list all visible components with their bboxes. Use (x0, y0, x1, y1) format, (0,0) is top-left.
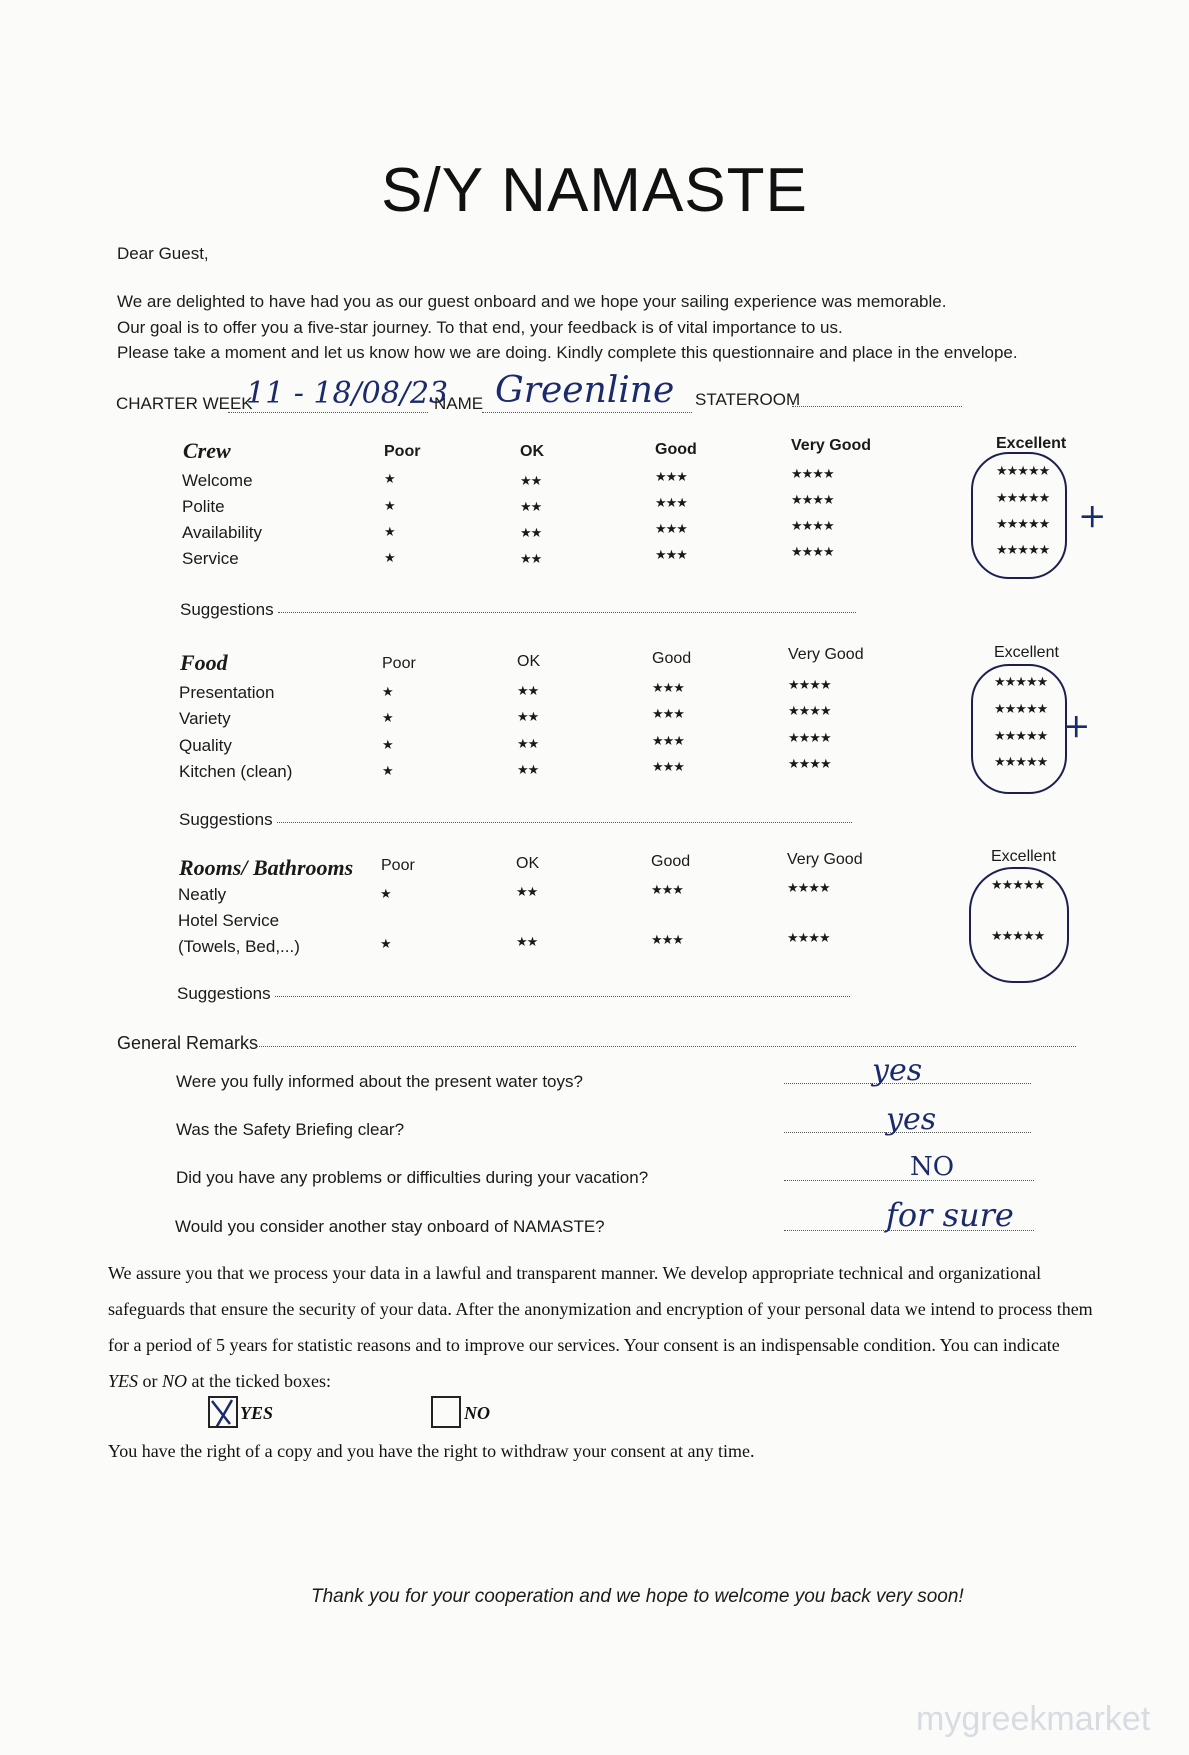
excellent-circle-mark (971, 664, 1067, 794)
page-title: S/Y NAMASTE (381, 156, 808, 225)
consent-yes-label: YES (240, 1403, 274, 1423)
star-rating-3[interactable]: ★★★ (652, 680, 684, 695)
rooms-row-towels: (Towels, Bed,...) (178, 937, 300, 956)
name-value[interactable]: Greenline (495, 370, 675, 411)
col-very-good: Very Good (787, 851, 863, 868)
question-safety-briefing: Was the Safety Briefing clear? (176, 1120, 405, 1139)
crew-row-service: Service (182, 549, 239, 568)
yes-word: YES (108, 1371, 139, 1391)
star-rating-2[interactable]: ★★ (516, 884, 538, 899)
crew-row-welcome: Welcome (182, 471, 253, 490)
star-rating-1[interactable]: ★ (380, 886, 391, 901)
general-remarks-label: General Remarks (117, 1033, 259, 1053)
consent-no-checkbox[interactable] (431, 1396, 461, 1428)
star-rating-5[interactable]: ★★★★★ (996, 463, 1050, 478)
crew-row-polite: Polite (182, 497, 225, 516)
suggestions-line[interactable] (278, 612, 856, 613)
no-word: NO (162, 1371, 188, 1391)
charter-week-value[interactable]: 11 - 18/08/23 (246, 376, 449, 411)
privacy-line: We assure you that we process your data in a lawful and transparent manner. We develop appropriate technical and organizational (108, 1263, 1042, 1283)
star-rating-1[interactable]: ★ (382, 710, 393, 725)
star-rating-2[interactable]: ★★ (517, 709, 539, 724)
col-ok: OK (516, 855, 540, 872)
star-rating-2[interactable]: ★★ (520, 473, 542, 488)
star-rating-4[interactable]: ★★★★ (791, 544, 834, 559)
intro-line: Please take a moment and let us know how we are doing. Kindly complete this questionnaire and place in the envelope. (117, 343, 1018, 362)
answer-safety-briefing: yes (886, 1102, 937, 1137)
star-rating-4[interactable]: ★★★★ (791, 466, 834, 481)
plus-mark: + (1062, 706, 1091, 746)
section-title-crew: Crew (183, 438, 231, 463)
col-poor: Poor (382, 655, 416, 672)
consent-yes-checkbox[interactable] (208, 1396, 238, 1428)
thank-you-text: Thank you for your cooperation and we hope to welcome you back very soon! (311, 1586, 964, 1607)
section-title-rooms: Rooms/ Bathrooms (179, 855, 354, 880)
suggestions-label: Suggestions (177, 984, 271, 1003)
star-rating-1[interactable]: ★ (382, 684, 393, 699)
intro-line: Our goal is to offer you a five-star journey. To that end, your feedback is of vital importance to us. (117, 318, 843, 337)
star-rating-3[interactable]: ★★★ (655, 495, 687, 510)
star-rating-2[interactable]: ★★ (520, 551, 542, 566)
star-rating-4[interactable]: ★★★★ (788, 730, 831, 745)
col-excellent: Excellent (991, 848, 1056, 865)
watermark-logo: mygreekmarket (916, 1700, 1151, 1738)
star-rating-1[interactable]: ★ (382, 763, 393, 778)
star-rating-4[interactable]: ★★★★ (788, 677, 831, 692)
name-label: NAME (434, 394, 484, 413)
answer-line[interactable] (784, 1180, 1034, 1181)
plus-mark: + (1078, 496, 1107, 536)
star-rating-4[interactable]: ★★★★ (787, 880, 830, 895)
star-rating-4[interactable]: ★★★★ (788, 756, 831, 771)
star-rating-4[interactable]: ★★★★ (787, 930, 830, 945)
star-rating-4[interactable]: ★★★★ (791, 518, 834, 533)
star-rating-5[interactable]: ★★★★★ (994, 701, 1048, 716)
star-rating-3[interactable]: ★★★ (652, 706, 684, 721)
star-rating-3[interactable]: ★★★ (652, 733, 684, 748)
rooms-row-neatly: Neatly (178, 885, 227, 904)
star-rating-3[interactable]: ★★★ (655, 521, 687, 536)
consent-no-label: NO (464, 1403, 490, 1423)
suggestions-label: Suggestions (180, 600, 274, 619)
food-row-kitchen: Kitchen (clean) (179, 762, 293, 781)
question-water-toys: Were you fully informed about the present water toys? (176, 1072, 583, 1091)
col-ok: OK (520, 443, 544, 460)
suggestions-line[interactable] (277, 822, 852, 823)
star-rating-2[interactable]: ★★ (520, 525, 542, 540)
check-x-icon (210, 1398, 236, 1426)
col-poor: Poor (381, 857, 415, 874)
star-rating-2[interactable]: ★★ (517, 736, 539, 751)
general-remarks-line[interactable] (256, 1046, 1076, 1047)
suggestions-line[interactable] (275, 996, 850, 997)
col-good: Good (652, 650, 692, 667)
privacy-line: safeguards that ensure the security of your data. After the anonymization and encryption of your personal data we intend to process them (108, 1299, 1093, 1319)
star-rating-2[interactable]: ★★ (516, 934, 538, 949)
star-rating-5[interactable]: ★★★★★ (996, 516, 1050, 531)
star-rating-4[interactable]: ★★★★ (791, 492, 834, 507)
star-rating-4[interactable]: ★★★★ (788, 703, 831, 718)
star-rating-5[interactable]: ★★★★★ (994, 674, 1048, 689)
privacy-line: for a period of 5 years for statistic reasons and to improve our services. Your consent is an indispensable condition. You can indicate (108, 1335, 1060, 1355)
star-rating-1[interactable]: ★ (382, 737, 393, 752)
col-good: Good (655, 441, 697, 458)
crew-row-availability: Availability (182, 523, 263, 542)
answer-water-toys: yes (872, 1053, 923, 1088)
tick-tail: at the ticked boxes: (187, 1371, 331, 1391)
stateroom-label: STATEROOM (695, 390, 801, 409)
col-good: Good (651, 853, 691, 870)
food-row-variety: Variety (179, 709, 231, 728)
star-rating-5[interactable]: ★★★★★ (991, 877, 1045, 892)
star-rating-5[interactable]: ★★★★★ (996, 490, 1050, 505)
rooms-row-hotel-service: Hotel Service (178, 911, 280, 930)
col-excellent: Excellent (996, 435, 1067, 452)
star-rating-1[interactable]: ★ (384, 524, 395, 539)
answer-problems: NO (910, 1152, 955, 1182)
star-rating-3[interactable]: ★★★ (655, 547, 687, 562)
star-rating-5[interactable]: ★★★★★ (994, 754, 1048, 769)
col-poor: Poor (384, 443, 421, 460)
question-problems: Did you have any problems or difficulties during your vacation? (176, 1168, 649, 1187)
question-stay-again: Would you consider another stay onboard of NAMASTE? (175, 1217, 605, 1236)
star-rating-5[interactable]: ★★★★★ (994, 728, 1048, 743)
star-rating-2[interactable]: ★★ (520, 499, 542, 514)
star-rating-3[interactable]: ★★★ (652, 759, 684, 774)
charter-week-dots (228, 412, 428, 413)
excellent-circle-mark (971, 452, 1067, 579)
intro-line: We are delighted to have had you as our guest onboard and we hope your sailing experience was memorable. (117, 292, 947, 311)
or-word: or (138, 1371, 163, 1391)
star-rating-2[interactable]: ★★ (517, 762, 539, 777)
star-rating-3[interactable]: ★★★ (651, 882, 683, 897)
star-rating-1[interactable]: ★ (384, 498, 395, 513)
star-rating-5[interactable]: ★★★★★ (996, 542, 1050, 557)
star-rating-1[interactable]: ★ (384, 471, 395, 486)
food-row-presentation: Presentation (179, 683, 275, 702)
rights-text: You have the right of a copy and you have the right to withdraw your consent at any time. (108, 1441, 755, 1461)
col-ok: OK (517, 653, 541, 670)
col-excellent: Excellent (994, 644, 1059, 661)
section-title-food: Food (180, 650, 228, 675)
star-rating-2[interactable]: ★★ (517, 683, 539, 698)
answer-stay-again: for sure (886, 1196, 1014, 1234)
star-rating-1[interactable]: ★ (380, 936, 391, 951)
food-row-quality: Quality (179, 736, 232, 755)
stateroom-dots[interactable] (792, 406, 962, 407)
greeting: Dear Guest, (117, 244, 209, 263)
star-rating-3[interactable]: ★★★ (651, 932, 683, 947)
charter-week-label: CHARTER WEEK (116, 394, 253, 413)
suggestions-label: Suggestions (179, 810, 273, 829)
name-dots (482, 412, 692, 413)
star-rating-5[interactable]: ★★★★★ (991, 928, 1045, 943)
excellent-circle-mark (969, 867, 1069, 983)
privacy-tick-instruction (108, 1371, 331, 1392)
star-rating-3[interactable]: ★★★ (655, 469, 687, 484)
col-very-good: Very Good (791, 437, 872, 454)
col-very-good: Very Good (788, 646, 864, 663)
star-rating-1[interactable]: ★ (384, 550, 395, 565)
